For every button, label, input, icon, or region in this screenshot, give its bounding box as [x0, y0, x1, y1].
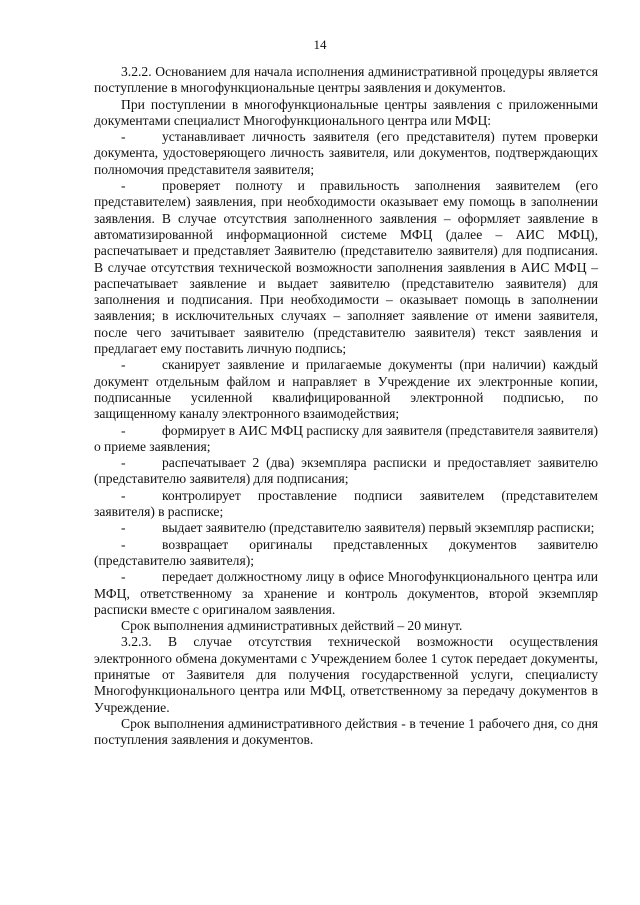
paragraph-3-2-2: 3.2.2. Основанием для начала исполнения административной процедуры является поступление в многофункциональные центры заявления и документов. [94, 64, 598, 96]
list-dash: - [121, 455, 126, 471]
list-item-text: устанавливает личность заявителя (его представителя) путем проверки документа, удостоверяющего личность заявителя, или документов, подтверждающих полномочия представителя заявителя; [94, 129, 598, 177]
list-dash: - [121, 487, 126, 503]
list-item-scan-documents [94, 357, 598, 422]
list-dash: - [121, 569, 126, 585]
page-number: 14 [313, 37, 327, 52]
list-item-text: передает должностному лицу в офисе Многофункционального центра или МФЦ, ответственному за хранение и контроль документов, второй экземпляр расписки вместе с оригиналом заявления. [94, 569, 598, 617]
paragraph-deadline-1-day: Срок выполнения административного действия - в течение 1 рабочего дня, со дня поступления заявления и документов. [94, 715, 598, 748]
list-item-text: формирует в АИС МФЦ расписку для заявителя (представителя заявителя) о приеме заявления; [94, 422, 598, 454]
list-dash: - [121, 129, 126, 145]
list-item-form-receipt [94, 423, 598, 456]
list-item-issue-receipt [94, 520, 598, 536]
list-item-transfer-documents [94, 569, 598, 618]
list-dash: - [121, 536, 126, 552]
list-dash: - [121, 520, 126, 536]
list-dash: - [121, 357, 126, 373]
list-item-identity-check [94, 129, 598, 178]
list-dash: - [121, 178, 126, 194]
list-item-text: распечатывает 2 (два) экземпляра расписки и предоставляет заявителю (представителю заявителя) для подписания; [94, 455, 598, 487]
list-item-print-receipts [94, 455, 598, 488]
list-item-text: контролирует проставление подписи заявителем (представителем заявителя) в расписке; [94, 487, 598, 520]
paragraph-3-2-3: 3.2.3. В случае отсутствия технической возможности осуществления электронного обмена документами с Учреждением более 1 суток передает документы, принятые от Заявителя для получения государственной услуги, специалисту Многофункционального центра или МФЦ, ответственному за передачу документов в Учреждение. [94, 634, 598, 715]
paragraph-intake-intro: При поступлении в многофункциональные центры заявления с приложенными документами специалист Многофункционального центра или МФЦ: [94, 96, 598, 128]
list-item-return-originals [94, 537, 598, 570]
list-item-text: сканирует заявление и прилагаемые документы (при наличии) каждый документ отдельным файлом и направляет в Учреждение их электронные копии, подписанные усиленной квалифицированной электронной подписью, по защищенному каналу электронного взаимодействия; [94, 357, 598, 422]
list-item-verify-application [94, 178, 598, 357]
document-body [94, 64, 598, 748]
list-item-text: проверяет полноту и правильность заполнения заявителем (его представителем) заявления, при необходимости оказывает ему помощь в заполнении заявления. В случае отсутствия заполненного заявления – оформляет заявление в автоматизированной информационной системе МФЦ (далее – АИС МФЦ), распечатывает и представляет Заявителю (представителю заявителя) для подписания. В случае отсутствия технической возможности заполнения заявления в АИС МФЦ – распечатывает заявление и выдает заявителю (представителю заявителя) для заполнения и подписания. При необходимости – оказывает помощь в заполнении заявления; в исключительных случаях – заполняет заявление от имени заявителя, после чего зачитывает заявителю (представителю заявителя) текст заявления и предлагает ему поставить личную подпись; [94, 178, 598, 357]
list-dash: - [121, 422, 126, 438]
list-item-text: возвращает оригиналы представленных документов заявителю (представителю заявителя); [94, 536, 598, 568]
list-item-control-signature [94, 488, 598, 521]
paragraph-deadline-20-min: Срок выполнения административных действий – 20 минут. [121, 618, 463, 634]
list-item-text: выдает заявителю (представителю заявителя) первый экземпляр расписки; [162, 520, 595, 536]
